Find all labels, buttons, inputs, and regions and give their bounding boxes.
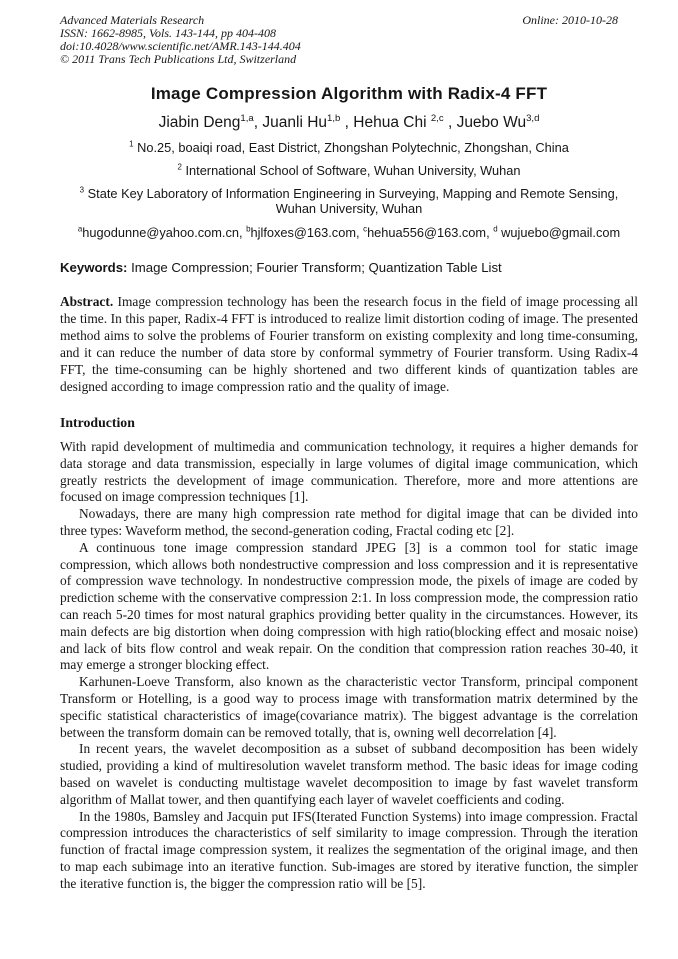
affiliation-text: No.25, boaiqi road, East District, Zhongshan Polytechnic, Zhongshan, China xyxy=(133,140,569,155)
email-superscript: c xyxy=(363,224,368,234)
author-superscript: 1,b xyxy=(327,112,341,124)
paper-title: Image Compression Algorithm with Radix-4 FFT xyxy=(150,84,548,103)
emails-line xyxy=(60,225,638,240)
affiliation-superscript: 3 xyxy=(79,185,85,195)
author-name: Jiabin Deng xyxy=(158,114,241,131)
email-address: wujuebo@gmail.com xyxy=(497,225,621,240)
intro-paragraph-3: A continuous tone image compression standard JPEG [3] is a common tool for static image compression, which allows both nondestructive compression and loss compression and it is representative of compression wave technology. In nondestructive compression mode, the pixels of image are coded by prediction scheme with the conservative compression 2:1. In loss compression mode, the compression ratio can reach 5-20 times for most natural graphics providing better quality in the circumstances. However, its main defects are big distortion when doing compression with high ratio(blocking effect and mosaic noise) and lack of bits flow control and weak repair. On the condition that compression ration reaches 30-40, it may emerge a stronger blocking effect. xyxy=(60,539,638,673)
issn-line: ISSN: 1662-8985, Vols. 143-144, pp 404-408 xyxy=(60,26,276,40)
author-separator: , xyxy=(443,114,457,131)
copyright-line: © 2011 Trans Tech Publications Ltd, Switzerland xyxy=(60,52,297,66)
intro-paragraph-5: In recent years, the wavelet decomposition as a subset of subband decomposition has been widely studied, providing a kind of multiresolution wavelet transform method. The basic ideas for image coding based on wavelet is conducting multistage wavelet decomposition to image by fast wavelet transform algorithm of Mallat tower, and then quantifying each layer of wavelet coefficients and coding. xyxy=(60,741,638,807)
online-date: Online: 2010-10-28 xyxy=(522,13,618,27)
author-separator: , xyxy=(340,114,354,131)
keywords-line xyxy=(60,260,638,275)
author-name: Juanli Hu xyxy=(262,114,328,131)
affiliation-line-3 xyxy=(60,186,638,216)
abstract-label: Abstract. xyxy=(60,294,114,309)
journal-name: Advanced Materials Research xyxy=(60,13,205,27)
author-superscript: 3,d xyxy=(526,112,540,124)
author-separator: , xyxy=(253,114,263,131)
intro-paragraph-1: With rapid development of multimedia and communication technology, it requires a higher demands for data storage and data transmission, especially in large volumes of digital image communication, which greatly restricts the development of image communication. Therefore, more and more attentions are focused on image compression techniques [1]. xyxy=(60,439,638,505)
author-superscript: 2,c xyxy=(430,112,444,124)
author-superscript: 1,a xyxy=(240,112,254,124)
email-superscript: d xyxy=(493,224,498,234)
email-address: hjlfoxes@163.com, xyxy=(250,225,364,240)
affiliation-line-1 xyxy=(60,140,638,155)
author-name: Hehua Chi xyxy=(353,114,431,131)
section-heading-introduction: Introduction xyxy=(60,415,135,430)
keywords-text: Image Compression; Fourier Transform; Quantization Table List xyxy=(127,260,502,275)
authors-line xyxy=(60,114,638,132)
abstract-text: Image compression technology has been the research focus in the field of image processing all the time. In this paper, Radix-4 FFT is introduced to realize limit distortion coding of image. The presented method aims to solve the problems of Fourier transform on existing complexity and long time-consuming, and it can reduce the number of data store by conformal symmetry of Fourier transform. Using Radix-4 FFT, the time-consuming can be highly shortened and two different kinds of quantization tables are designed according to image compression ratio and the quality of image. xyxy=(60,294,638,394)
journal-header xyxy=(60,14,638,66)
affiliation-line-2 xyxy=(60,163,638,178)
email-superscript: a xyxy=(77,224,83,234)
intro-paragraph-6: In the 1980s, Bamsley and Jacquin put IFS(Iterated Function Systems) into image compression. Fractal compression introduces the characteristics of self similarity to image compression. Through the iteration function of fractal image compression system, it realizes the segmentation of the original image, and then to map each subimage into an iterative function. Sub-images are stored by iterative function, the simpler the iterative function is, the bigger the compression ratio will be [5]. xyxy=(60,808,638,891)
affiliation-text: International School of Software, Wuhan University, Wuhan xyxy=(181,163,521,178)
keywords-label: Keywords: xyxy=(60,260,128,275)
email-address: hehua556@163.com, xyxy=(367,225,494,240)
doi-line: doi:10.4028/www.scientific.net/AMR.143-144.404 xyxy=(60,39,301,53)
intro-paragraph-4: Karhunen-Loeve Transform, also known as the characteristic vector Transform, principal component Transform or Hotelling, is a good way to process image with transformation matrix determined by the specific statistical characteristics of image(covariance matrix). The biggest advantage is the correlation between the transform domain can be removed totally, that is, owning well decorrelation [4]. xyxy=(60,674,638,740)
affiliation-text: State Key Laboratory of Information Engineering in Surveying, Mapping and Remote Sensing, Wuhan University, Wuhan xyxy=(84,186,619,216)
affiliation-superscript: 2 xyxy=(177,162,182,172)
abstract-paragraph xyxy=(60,293,638,395)
intro-paragraph-2: Nowadays, there are many high compression rate method for digital image that can be divided into three types: Waveform method, the second-generation coding, Fractal coding etc [2]. xyxy=(60,506,638,538)
affiliation-superscript: 1 xyxy=(129,139,134,149)
author-name: Juebo Wu xyxy=(456,114,527,131)
email-superscript: b xyxy=(246,224,251,234)
email-address: hugodunne@yahoo.com.cn, xyxy=(82,225,247,240)
